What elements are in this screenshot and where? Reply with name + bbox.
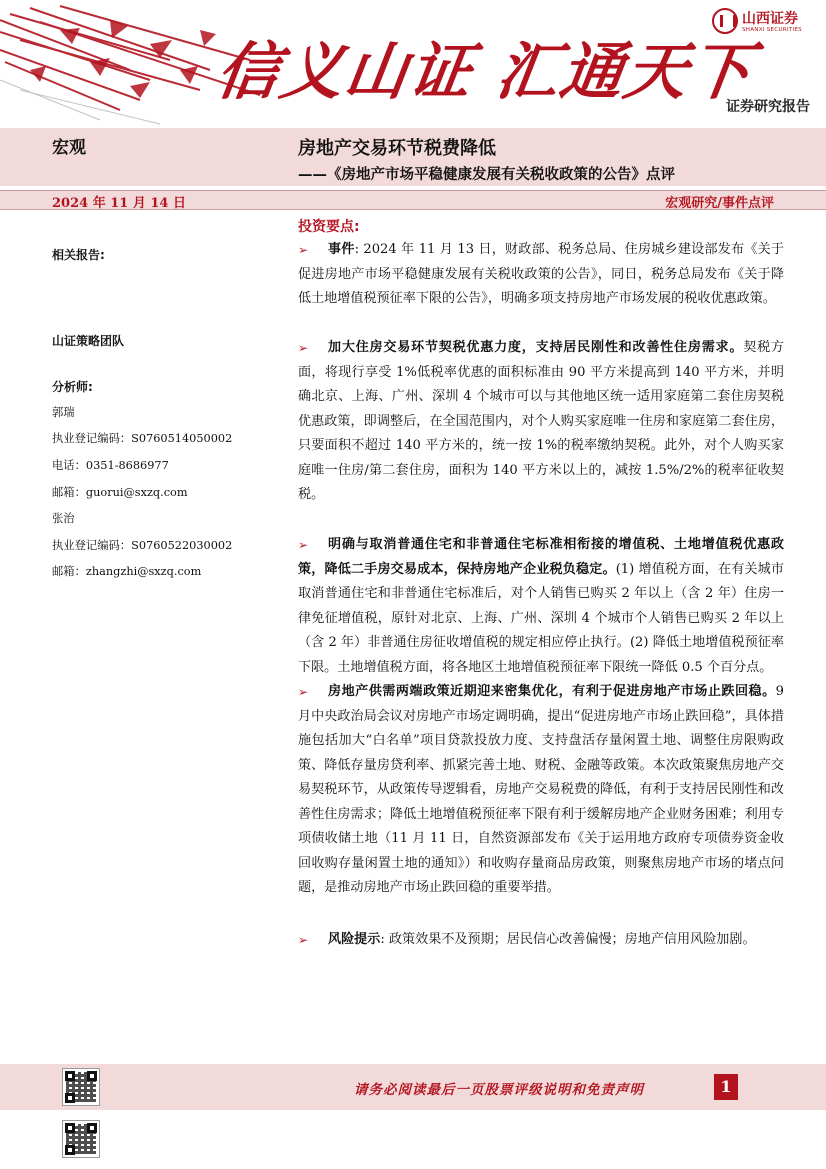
qr-code-icon [62,1120,100,1158]
analyst-phone: 电话：0351-8686977 [52,459,169,472]
report-title: 房地产交易环节税费降低 [298,138,496,159]
bullet-arrow-icon: ➢ [298,538,309,552]
paragraph-text: : 政策效果不及预期；居民信心改善偏慢；房地产信用风险加剧。 [380,932,756,947]
bullet-arrow-icon: ➢ [298,933,309,947]
logo-name-en: SHANXI SECURITIES [742,27,802,33]
analyst-reg: 执业登记编码：S0760522030002 [52,539,233,552]
company-logo [712,6,816,38]
header-banner [0,0,826,128]
report-subtitle: ——《房地产市场平稳健康发展有关税收政策的公告》点评 [298,167,675,183]
related-reports-label: 相关报告: [52,248,105,262]
logo-name-cn: 山西证券 [742,11,798,27]
analyst-name: 郭瑞 [52,406,75,419]
slogan: 信义山证 汇通天下 [212,35,759,108]
page-number: 1 [714,1074,738,1100]
key-point-paragraph [298,928,784,953]
section-tag: 宏观 [52,138,86,158]
analyst-label: 分析师: [52,380,93,394]
paragraph-lead: 加大住房交易环节契税优惠力度，支持居民刚性和改善性住房需求。 [328,340,744,355]
report-category: 宏观研究/事件点评 [665,196,774,211]
paragraph-lead: 房地产供需两端政策近期迎来密集优化，有利于促进房地产市场止跌回稳。 [328,684,776,699]
team-name: 山证策略团队 [52,334,125,348]
key-point-paragraph [298,238,784,312]
key-points-heading: 投资要点: [298,219,360,235]
logo-icon [712,8,738,34]
key-point-paragraph [298,533,784,680]
bullet-arrow-icon: ➢ [298,685,309,699]
paragraph-lead: 事件 [328,242,355,257]
bullet-arrow-icon: ➢ [298,243,309,257]
paragraph-text: 9 月中央政治局会议对房地产市场定调明确，提出“促进房地产市场止跌回稳”，具体措施包括加大“白名单”项目贷款投放力度、支持盘活存量闲置土地、调整住房限购政策、降低存量房贷利率、抓紧完善土地、财税、金融等政策。本次政策聚焦房地产交易契税环节，从政策传导逻辑看，房地产交易税费的降低，有利于支持居民刚性和改善性住房需求；降低土地增值税预征率下限有利于缓解房地产企业财务困难；利用专项债收储土地（11 月 11 日，自然资源部发布《关于运用地方政府专项债券资金收回收购存量闲置土地的通知》）和收购存量商品房政策，则聚焦房地产市场的堵点问题，是推动房地产市场止跌回稳的重要举措。 [298,684,784,895]
paragraph-text: 契税方面，将现行享受 1%低税率优惠的面积标准由 90 平方米提高到 140 平方米，并明确北京、上海、广州、深圳 4 个城市可以与其他地区统一适用家庭第二套住房契税优惠政策，即调整后，在全国范围内，对个人购买家庭唯一住房和家庭第二套住房，只要面积不超过 140 平方米的，统一按 1%的税率缴纳契税。此外，对个人购买家庭唯一住房/第二套住房，面积为 140 平方米以上的，减按 1.5%/2%的税率征收契税。 [298,340,785,502]
paragraph-lead: 风险提示 [328,932,381,947]
report-date: 2024 年 11 月 14 日 [52,196,186,211]
analyst-name: 张治 [52,512,75,525]
paragraph-text: (1) 增值税方面，在有关城市取消普通住宅和非普通住宅标准后，对个人销售已购买 2 年以上（含 2 年）住房一律免征增值税，原针对北京、上海、广州、深圳 4 个城市个人销售已购买 2 年以上（含 2 年）非普通住房征收增值税的规定相应停止执行。(2) 降低土地增值税预征率下限。土地增值税方面，将各地区土地增值税预征率下限统一降低 0.5 个百分点。 [298,561,784,675]
report-type: 证券研究报告 [726,99,810,115]
key-point-paragraph [298,336,784,508]
analyst-email[interactable]: 邮箱：zhangzhi@sxzq.com [52,565,202,578]
bullet-arrow-icon: ➢ [298,341,309,355]
paragraph-lead: 明确与取消普通住宅和非普通住宅标准相衔接的增值税、土地增值税优惠政策，降低二手房交易成本，保持房地产企业税负稳定。 [298,537,784,577]
key-point-paragraph [298,680,784,901]
analyst-reg: 执业登记编码：S0760514050002 [52,432,233,445]
qr-code-icon [62,1068,100,1106]
paragraph-text: : 2024 年 11 月 13 日，财政部、税务总局、住房城乡建设部发布《关于促进房地产市场平稳健康发展有关税收政策的公告》，同日，税务总局发布《关于降低土地增值税预征率下限的公告》，明确多项支持房地产市场发展的税收优惠政策。 [298,242,785,306]
disclaimer: 请务必阅读最后一页股票评级说明和免责声明 [354,1082,644,1098]
analyst-email[interactable]: 邮箱：guorui@sxzq.com [52,486,188,499]
